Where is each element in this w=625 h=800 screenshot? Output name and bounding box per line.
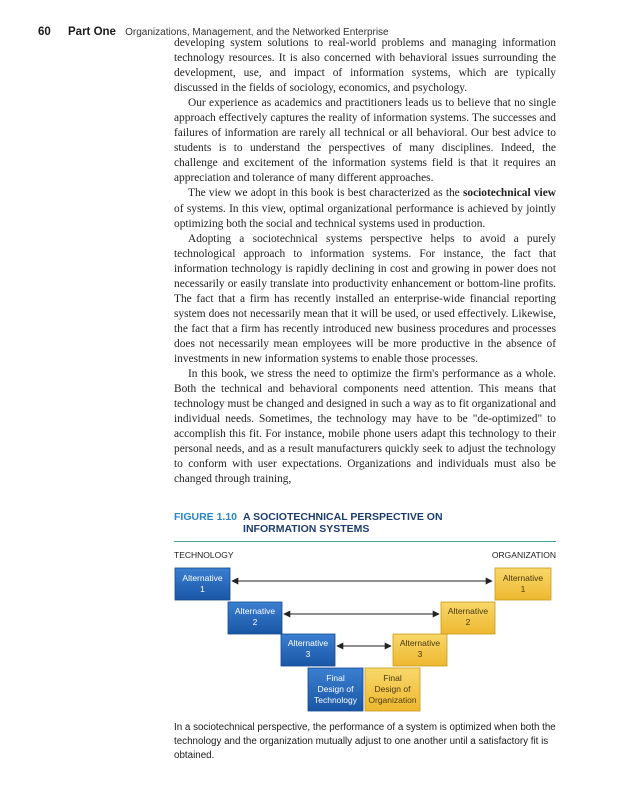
org-box-1-line2: 1 (520, 584, 526, 594)
figure-caption: In a sociotechnical perspective, the performance of a system is optimized when both the technology and the organization mutually adjust to one another until a satisfactory fit is obtained. (174, 722, 556, 761)
technology-heading: TECHNOLOGY (174, 550, 234, 560)
tech-box-2-line1: Alternative (234, 606, 276, 616)
tech-box-1 (175, 568, 230, 600)
sociotechnical-diagram (174, 548, 558, 713)
tech-box-final-line1: Final (326, 673, 345, 683)
org-box-1 (495, 568, 551, 600)
org-box-1-line1: Alternative (502, 573, 544, 583)
org-box-2-line1: Alternative (447, 606, 489, 616)
organization-heading: ORGANIZATION (491, 550, 556, 560)
figure-rule (174, 541, 556, 542)
tech-box-1-line1: Alternative (182, 573, 223, 583)
tech-box-1-line2: 1 (200, 584, 205, 594)
paragraph-3-end: of systems. In this view, optimal organizational performance is achieved by jointly optimizing both the social and technical systems used in production. (174, 202, 556, 230)
figure-title-text: A SOCIOTECHNICAL PERSPECTIVE ON INFORMATION SYSTEMS (243, 511, 443, 535)
org-box-3-line2: 3 (417, 649, 423, 659)
tech-box-2-line2: 2 (252, 617, 258, 627)
org-box-final-line3: Organization (368, 695, 417, 705)
org-box-3-line1: Alternative (399, 638, 441, 648)
figure-title (174, 511, 564, 535)
paragraph-3-start: The view we adopt in this book is best characterized as the (188, 187, 463, 200)
org-box-final (365, 668, 420, 711)
page-number: 60 (38, 26, 51, 38)
tech-box-final-line3: Technology (313, 695, 358, 705)
org-box-3 (393, 634, 447, 666)
paragraph-2: Our experience as academics and practitioners leads us to believe that no single approach effectively captures the reality of information systems. The successes and failures of information are rarely all technical or all behavioral. Our best advice to students is to understand the perspectives of many disciplines. Indeed, the challenge and excitement of the information systems field is that it requires an appreciation and tolerance of many different approaches. (174, 97, 556, 185)
tech-box-3 (281, 634, 335, 666)
part-title: Organizations, Management, and the Networked Enterprise (125, 27, 389, 38)
paragraph-5: In this book, we stress the need to optimize the firm's performance as a whole. Both the technical and behavioral components need attention. This means that technology must be changed and designed in such a way as to fit organizational and individual needs. Sometimes, the technology may have to be "de-optimized" to accomplish this fit. For instance, mobile phone users adapt this technology to their personal needs, and as a result manufacturers quickly seek to adjust the technology to conform with user expectations. Organizations and individuals must also be changed through training, (174, 368, 556, 486)
paragraph-1: developing system solutions to real-world problems and managing information technology resources. It is also concerned with behavioral issues surrounding the development, use, and impact of information systems, which are typically discussed in the fields of sociology, economics, and psychology. (174, 37, 556, 95)
tech-box-3-line2: 3 (305, 649, 311, 659)
tech-box-2 (228, 602, 282, 634)
figure-number: FIGURE 1.10 (174, 511, 238, 523)
org-box-final-line2: Design of (374, 684, 411, 694)
tech-box-final-line2: Design of (317, 684, 354, 694)
paragraph-3 (174, 186, 556, 231)
body-text (174, 36, 556, 487)
tech-box-3-line1: Alternative (287, 638, 329, 648)
org-box-2 (441, 602, 495, 634)
org-box-final-line1: Final (383, 673, 402, 683)
part-label: Part One (68, 26, 116, 38)
sociotechnical-view-term: sociotechnical view (462, 187, 556, 200)
tech-box-final (308, 668, 363, 711)
org-box-2-line2: 2 (465, 617, 471, 627)
paragraph-4: Adopting a sociotechnical systems perspective helps to avoid a purely technological approach to information systems. For instance, the fact that information technology is rapidly declining in cost and growing in power does not necessarily or easily translate into productivity enhancement or bottom-line profits. The fact that a firm has recently installed an enterprise-wide financial reporting system does not necessarily mean that it will be used, or used effectively. Likewise, the fact that a firm has recently introduced new business procedures and processes does not necessarily mean employees will be more productive in the absence of investments in new information systems to enable those processes. (174, 232, 556, 365)
